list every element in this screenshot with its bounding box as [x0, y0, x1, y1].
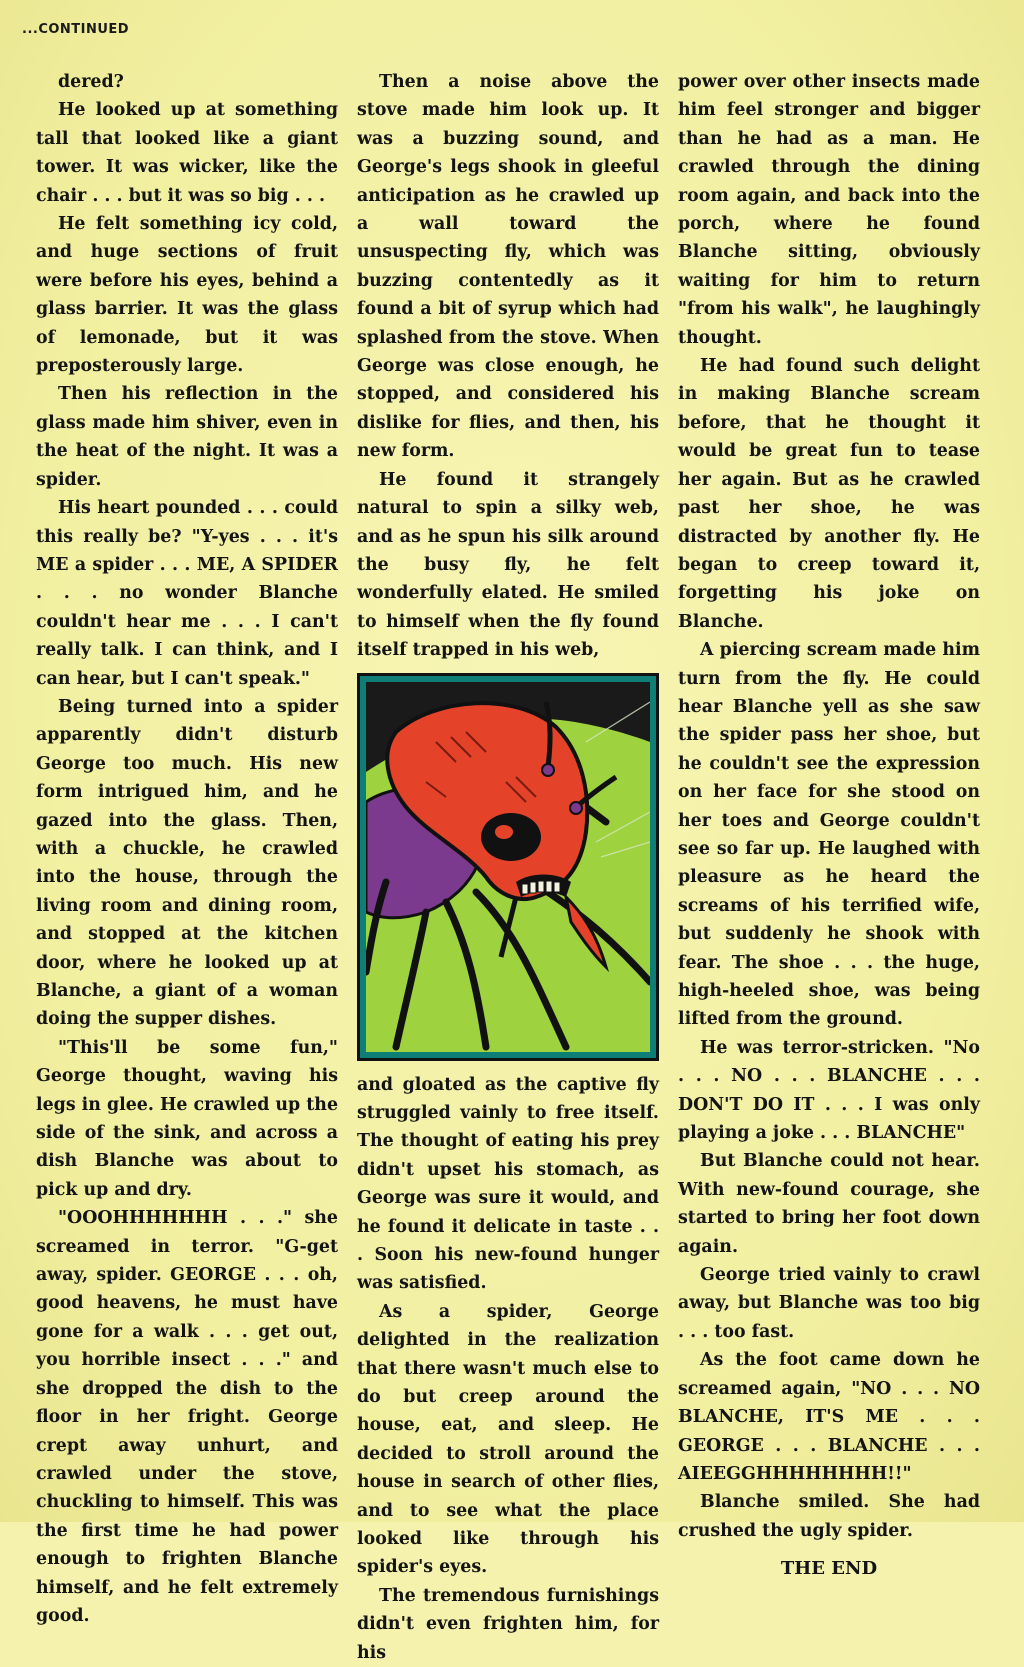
- paragraph: But Blanche could not hear. With new-found courage, she started to bring her foot down again.: [678, 1151, 980, 1257]
- paragraph: George tried vainly to crawl away, but Blanche was too big . . . too fast.: [678, 1265, 980, 1342]
- antenna-tip: [570, 802, 582, 814]
- paragraph: His heart pounded . . . could this really be? "Y-yes . . . it's ME a spider . . . ME, A SPIDER . . . no wonder Blanche couldn't hear me . . . I can't really talk. I can think, and I can hear, but I can't speak.": [36, 498, 338, 689]
- paragraph: The tremendous furnishings didn't even frighten him, for his: [357, 1585, 659, 1663]
- the-end-label: THE END: [780, 1558, 878, 1580]
- column-3: [678, 68, 980, 1584]
- paragraph: He felt something icy cold, and huge sections of fruit were before his eyes, behind a glass barrier. It was the glass of lemonade, but it was preposterously large.: [36, 214, 338, 377]
- paragraph: As a spider, George delighted in the realization that there wasn't much else to do but creep around the house, eat, and sleep. He decided to stroll around the house in search of other flies, and to see what the place looked like through his spider's eyes.: [357, 1301, 659, 1578]
- spider-eye-icon: [481, 813, 541, 861]
- paragraph: Blanche smiled. She had crushed the ugly spider.: [678, 1492, 980, 1541]
- paragraph: He looked up at something tall that looked like a giant tower. It was wicker, like the chair . . . but it was so big . . .: [36, 100, 338, 206]
- paragraph: Then a noise above the stove made him look up. It was a buzzing sound, and George's legs shook in gleeful anticipation as he crawled up a wall toward the unsuspecting fly, which was buzzing contentedly as it found a bit of syrup which had splashed from the stove. When George was close enough, he stopped, and considered his dislike for flies, and then, his new form.: [357, 72, 659, 462]
- paragraph: He was terror-stricken. "No . . . NO . . . BLANCHE . . . DON'T DO IT . . . I was only playing a joke . . . BLANCHE": [678, 1037, 980, 1144]
- paragraph: dered?: [58, 72, 124, 92]
- paragraph: As the foot came down he screamed again, "NO . . . NO BLANCHE, IT'S ME . . . GEORGE . . . BLANCHE . . . AIEEGGHHHHHHHH!!": [678, 1350, 980, 1484]
- paragraph: He found it strangely natural to spin a silky web, and as he spun his silk around the busy fly, he felt wonderfully elated. He smiled to himself when the fly found itself trapped in his web,: [357, 469, 659, 661]
- paragraph: "OOOHHHHHHH . . ." she screamed in terror. "G-get away, spider. GEORGE . . . oh, good heavens, he must have gone for a walk . . . get out, you horrible insect . . ." and she dropped the dish to the floor in her fright. George crept away unhurt, and crawled under the stove, chuckling to himself. This was the first time he had power enough to frighten Blanche himself, and he felt extremely good.: [36, 1208, 338, 1626]
- continued-label: ...CONTINUED: [22, 22, 130, 37]
- paragraph: power over other insects made him feel stronger and bigger than he had as a man. He crawled through the dining room again, and back into the porch, where he found Blanche sitting, obviously waiting for him to return "from his walk", he laughingly thought.: [678, 72, 980, 348]
- paragraph: Being turned into a spider apparently didn't disturb George too much. His new form intrigued him, and he gazed into the glass. Then, with a chuckle, he crawled into the house, through the living room and dining room, and stopped at the kitchen door, where he looked up at Blanche, a giant of a woman doing the supper dishes.: [36, 696, 338, 1030]
- paragraph: He had found such delight in making Blanche scream before, that he thought it would be great fun to tease her again. But as he crawled past her shoe, he was distracted by another fly. He began to creep toward it, forgetting his joke on Blanche.: [678, 356, 980, 632]
- eye-highlight: [495, 825, 513, 839]
- paragraph: Then his reflection in the glass made him shiver, even in the heat of the night. It was a spider.: [36, 384, 338, 490]
- column-1: [36, 68, 338, 1630]
- column-2: [357, 68, 659, 1667]
- spider-illustration-panel: [357, 673, 659, 1061]
- paragraph: A piercing scream made him turn from the fly. He could hear Blanche yell as she saw the spider pass her shoe, but he couldn't see the expression on her face for she stood on her toes and George couldn't see so far up. He laughed with pleasure as he heard the screams of his terrified wife, but suddenly he shook with fear. The shoe . . . the huge, high-heeled shoe, was being lifted from the ground.: [678, 640, 980, 1030]
- paragraph: "This'll be some fun," George thought, waving his legs in glee. He crawled up the side of the sink, and across a dish Blanche was about to pick up and dry.: [36, 1037, 339, 1200]
- paragraph: and gloated as the captive fly struggled vainly to free itself. The thought of eating his prey didn't upset his stomach, as George was sure it would, and he found it delicate in taste . . . Soon his new-found hunger was satisfied.: [357, 1074, 659, 1294]
- spider-illustration: [366, 682, 650, 1052]
- antenna-tip: [542, 764, 554, 776]
